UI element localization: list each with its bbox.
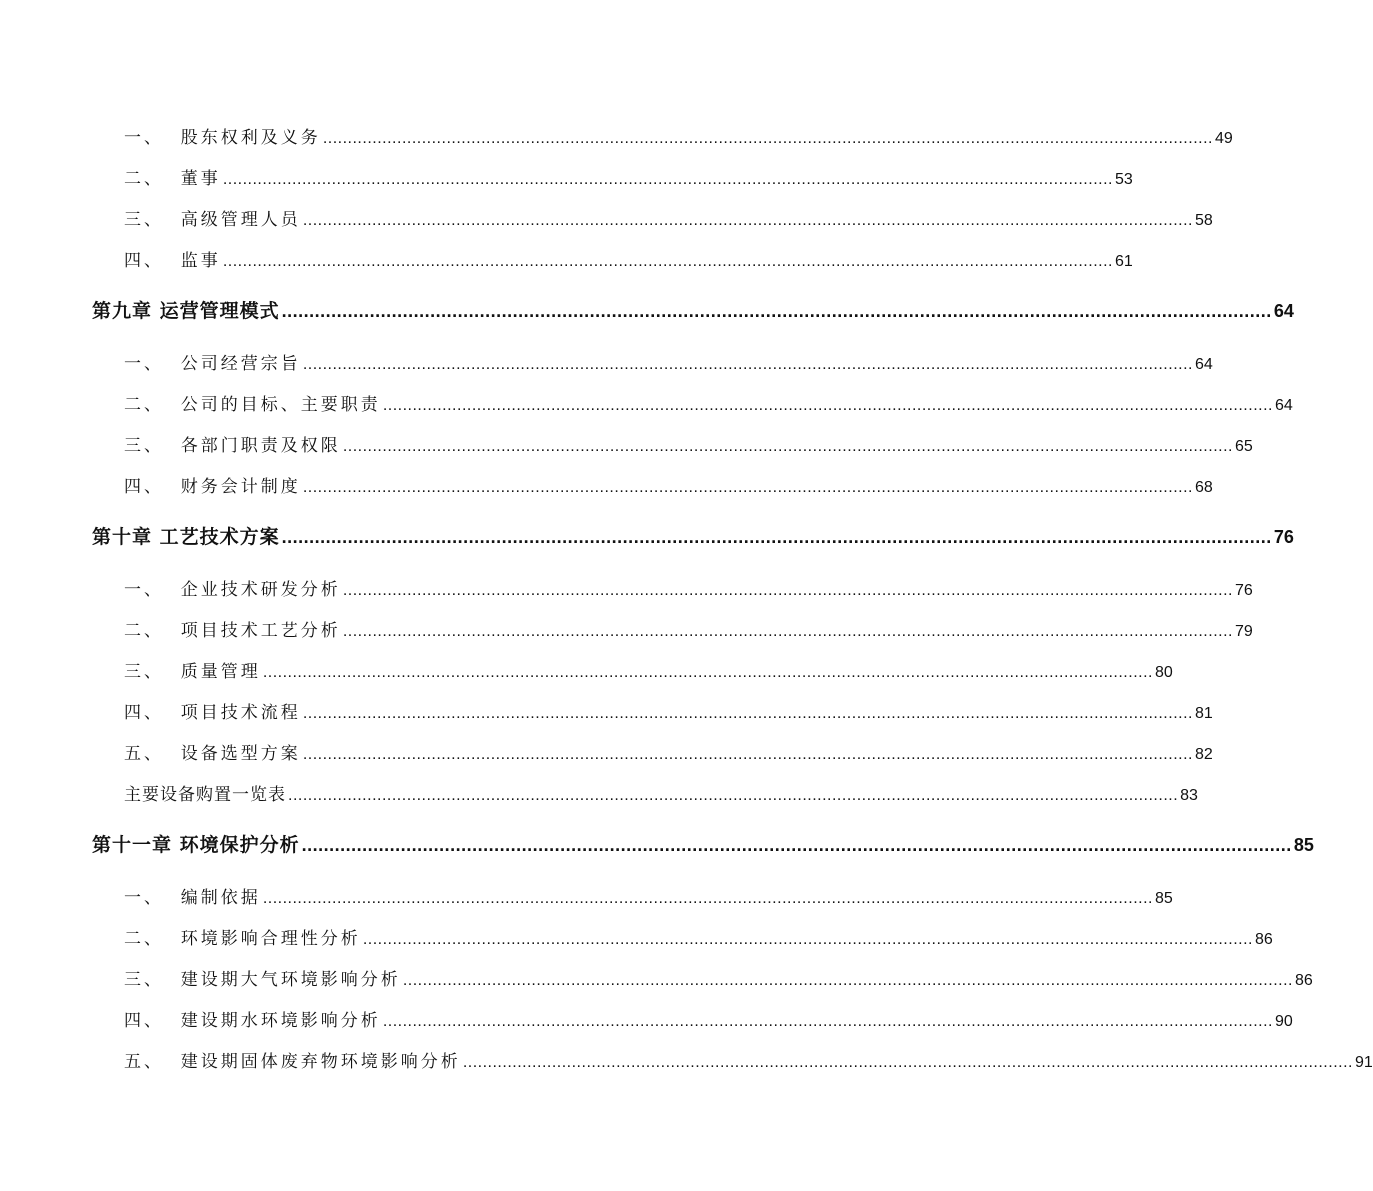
toc-page-number: 64 <box>1194 356 1213 373</box>
toc-entry-title: 五、 建设期固体废弃物环境影响分析 <box>124 1052 461 1072</box>
toc-leader-dots: .................................................................................................................................................................................... <box>342 582 1233 599</box>
toc-page-number: 82 <box>1194 746 1213 763</box>
toc-entry-title: 一、 编制依据 <box>124 888 261 908</box>
toc-page-number: 76 <box>1234 582 1253 599</box>
toc-entry[interactable] <box>0 1047 1373 1072</box>
toc-page-number: 58 <box>1194 212 1213 229</box>
toc-leader-dots: .................................................................................................................................................................................... <box>301 835 1292 855</box>
toc-page-number: 79 <box>1234 623 1253 640</box>
toc-leader-dots: .................................................................................................................................................................................... <box>262 890 1153 907</box>
toc-leader-dots: .................................................................................................................................................................................... <box>322 130 1213 147</box>
toc-entry-title: 二、 董事 <box>124 169 221 189</box>
toc-leader-dots: .................................................................................................................................................................................... <box>362 931 1253 948</box>
toc-page-number: 64 <box>1273 301 1294 321</box>
toc-page-number: 85 <box>1293 835 1314 855</box>
toc-entry-title: 四、 项目技术流程 <box>124 703 301 723</box>
toc-entry[interactable] <box>0 616 1253 641</box>
toc-entry-title: 四、 财务会计制度 <box>124 477 301 497</box>
toc-entry[interactable] <box>0 431 1253 456</box>
toc-chapter-title: 第十章 工艺技术方案 <box>92 526 280 548</box>
toc-entry-title: 二、 公司的目标、主要职责 <box>124 395 381 415</box>
toc-page-number: 53 <box>1114 171 1133 188</box>
toc-page-number: 81 <box>1194 705 1213 722</box>
toc-entry-title: 三、 质量管理 <box>124 662 261 682</box>
toc-entry[interactable] <box>0 123 1233 148</box>
toc-entry[interactable] <box>0 924 1273 949</box>
toc-leader-dots: .................................................................................................................................................................................... <box>222 171 1113 188</box>
toc-entry[interactable] <box>0 739 1213 764</box>
toc-entry[interactable] <box>0 164 1133 189</box>
toc-page-number: 91 <box>1354 1054 1373 1071</box>
toc-entry-title: 三、 高级管理人员 <box>124 210 301 230</box>
toc-entry[interactable] <box>0 965 1313 990</box>
toc-entry[interactable] <box>0 883 1173 908</box>
toc-entry[interactable] <box>0 698 1213 723</box>
toc-entry[interactable] <box>0 246 1133 271</box>
toc-entry-title: 五、 设备选型方案 <box>124 744 301 764</box>
toc-entry-title: 三、 各部门职责及权限 <box>124 436 341 456</box>
toc-entry-title: 一、 公司经营宗旨 <box>124 354 301 374</box>
toc-leader-dots: .................................................................................................................................................................................... <box>302 212 1193 229</box>
toc-entry-title: 一、 股东权利及义务 <box>124 128 321 148</box>
toc-page-number: 86 <box>1254 931 1273 948</box>
toc-entry[interactable] <box>0 472 1213 497</box>
toc-page-number: 83 <box>1180 787 1198 804</box>
toc-entry-title: 四、 建设期水环境影响分析 <box>124 1011 381 1031</box>
toc-leader-dots: .................................................................................................................................................................................... <box>302 356 1193 373</box>
toc-page-number: 61 <box>1114 253 1133 270</box>
toc-page-number: 80 <box>1154 664 1173 681</box>
toc-entry[interactable] <box>0 657 1173 682</box>
toc-page-number: 76 <box>1273 527 1294 547</box>
toc-leader-dots: .................................................................................................................................................................................... <box>302 746 1193 763</box>
toc-entry-title: 三、 建设期大气环境影响分析 <box>124 970 401 990</box>
toc-entry-title: 二、 项目技术工艺分析 <box>124 621 341 641</box>
toc-leader-dots: .................................................................................................................................................................................... <box>281 527 1272 547</box>
toc-entry-title: 四、 监事 <box>124 251 221 271</box>
toc-leader-dots: .................................................................................................................................................................................... <box>382 397 1273 414</box>
toc-leader-dots: .................................................................................................................................................................................... <box>262 664 1153 681</box>
toc-chapter-entry[interactable] <box>0 830 1314 857</box>
toc-entry[interactable] <box>0 349 1213 374</box>
toc-page-number: 85 <box>1154 890 1173 907</box>
toc-leader-dots: .................................................................................................................................................................................... <box>302 479 1193 496</box>
toc-entry[interactable] <box>0 780 1198 805</box>
toc-leader-dots: .................................................................................................................................................................................... <box>462 1054 1353 1071</box>
toc-leader-dots: .................................................................................................................................................................................... <box>302 705 1193 722</box>
toc-page-number: 64 <box>1274 397 1293 414</box>
toc-entry[interactable] <box>0 1006 1293 1031</box>
toc-leader-dots: .................................................................................................................................................................................... <box>281 301 1272 321</box>
toc-page-number: 86 <box>1294 972 1313 989</box>
toc-chapter-entry[interactable] <box>0 522 1294 549</box>
toc-entry-title: 二、 环境影响合理性分析 <box>124 929 361 949</box>
toc-entry[interactable] <box>0 205 1213 230</box>
toc-entry-title: 一、 企业技术研发分析 <box>124 580 341 600</box>
toc-page-number: 49 <box>1214 130 1233 147</box>
toc-leader-dots: .................................................................................................................................................................................... <box>382 1013 1273 1030</box>
toc-page-number: 65 <box>1234 438 1253 455</box>
toc-leader-dots: .................................................................................................................................................................................... <box>288 787 1179 804</box>
toc-page-number: 90 <box>1274 1013 1293 1030</box>
toc-chapter-title: 第九章 运营管理模式 <box>92 300 280 322</box>
toc-chapter-entry[interactable] <box>0 296 1294 323</box>
toc-leader-dots: .................................................................................................................................................................................... <box>402 972 1293 989</box>
toc-entry[interactable] <box>0 390 1293 415</box>
toc-page-number: 68 <box>1194 479 1213 496</box>
toc-chapter-title: 第十一章 环境保护分析 <box>92 834 300 856</box>
toc-entry-title: 主要设备购置一览表 <box>124 785 286 805</box>
toc-leader-dots: .................................................................................................................................................................................... <box>342 623 1233 640</box>
toc-entry[interactable] <box>0 575 1253 600</box>
toc-leader-dots: .................................................................................................................................................................................... <box>222 253 1113 270</box>
toc-leader-dots: .................................................................................................................................................................................... <box>342 438 1233 455</box>
